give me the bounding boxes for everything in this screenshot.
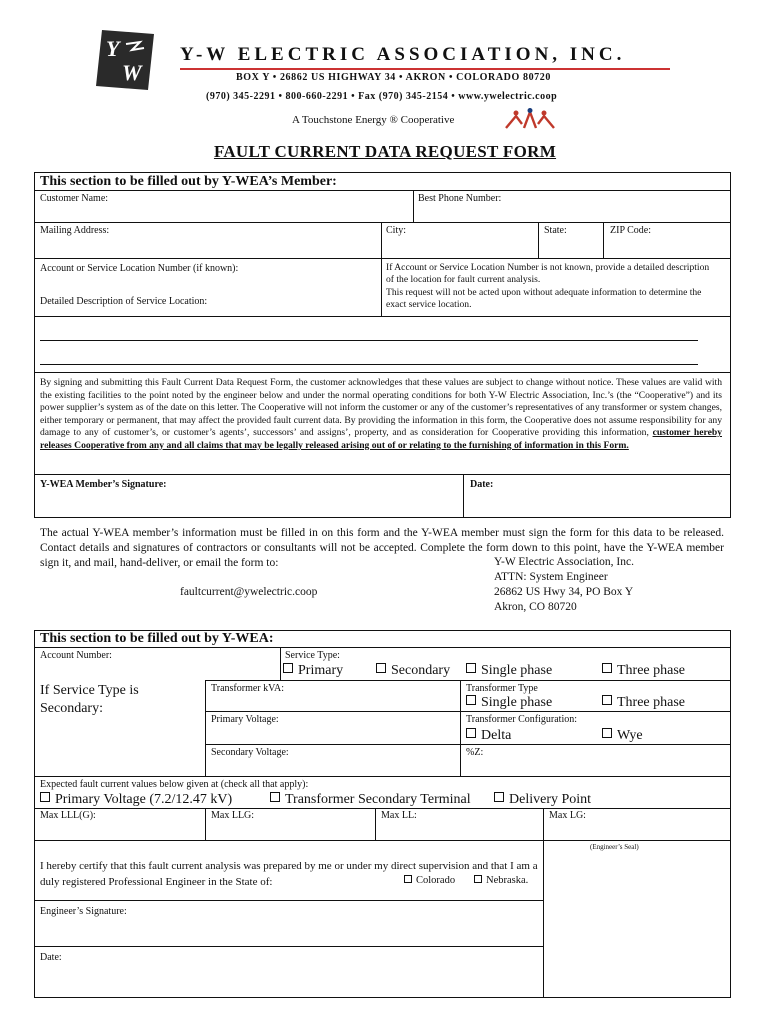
svg-text:W: W [122, 60, 142, 85]
colorado-checkbox[interactable]: Colorado [404, 875, 455, 886]
divider [34, 900, 543, 901]
mailing-address-field[interactable]: Mailing Address: [40, 225, 110, 236]
transformer-single-phase-checkbox[interactable]: Single phase [466, 695, 552, 711]
member-signature-field[interactable]: Y-WEA Member’s Signature: [40, 479, 167, 490]
touchstone-logo-icon [504, 108, 556, 130]
ywea-logo [96, 30, 158, 90]
primary-voltage-checkbox[interactable]: Primary Voltage (7.2/12.47 kV) [40, 792, 232, 808]
divider [543, 808, 544, 998]
divider [34, 840, 543, 841]
engineer-signature-field[interactable]: Engineer’s Signature: [40, 906, 127, 917]
single-phase-checkbox[interactable]: Single phase [466, 663, 552, 679]
zip-code-field[interactable]: ZIP Code: [610, 225, 652, 236]
divider [205, 711, 731, 712]
member-section [34, 172, 731, 518]
header-rule [180, 68, 670, 70]
secondary-checkbox[interactable]: Secondary [376, 663, 450, 679]
state-field[interactable]: State: [544, 225, 567, 236]
divider [34, 372, 731, 373]
divider [280, 647, 281, 680]
divider [381, 222, 382, 258]
org-name: Y-W ELECTRIC ASSOCIATION, INC. [180, 44, 626, 65]
svg-text:Y: Y [106, 36, 120, 61]
customer-name-field[interactable]: Customer Name: [40, 193, 109, 204]
certification-statement [40, 858, 540, 890]
disclaimer-paragraph [40, 377, 722, 453]
attn-line: Akron, CO 80720 [494, 601, 577, 613]
transformer-type-label: Transformer Type [466, 683, 538, 694]
max-lllg-field[interactable]: Max LLL(G): [40, 810, 96, 821]
org-phones: (970) 345-2291 • 800-660-2291 • Fax (970) 345-2154 • www.ywelectric.coop [206, 91, 558, 102]
max-ll-field[interactable]: Max LL: [381, 810, 417, 821]
divider [205, 808, 206, 840]
three-phase-checkbox[interactable]: Three phase [602, 663, 685, 679]
mailing-address-block [494, 570, 633, 615]
location-description-field[interactable]: Detailed Description of Service Location: [40, 296, 208, 307]
max-llg-field[interactable]: Max LLG: [211, 810, 255, 821]
description-line[interactable] [40, 340, 698, 341]
service-type-label: Service Type: [285, 650, 340, 661]
account-number-field[interactable]: Account Number: [40, 650, 112, 661]
attn-line: Y-W Electric Association, Inc. [494, 556, 634, 568]
divider [381, 258, 382, 316]
divider [34, 474, 731, 475]
divider [34, 258, 731, 259]
divider [413, 190, 414, 222]
engineer-date-field[interactable]: Date: [40, 952, 62, 963]
org-address: BOX Y • 26862 US HIGHWAY 34 • AKRON • COLORADO 80720 [236, 72, 551, 83]
certification-text: I hereby certify that this fault current analysis was prepared by me or under my direct supervision and that I am a duly registered Professional Engineer in the State of: [40, 860, 538, 888]
form-title: FAULT CURRENT DATA REQUEST FORM [213, 142, 557, 161]
divider [34, 222, 731, 223]
transformer-config-label: Transformer Configuration: [466, 714, 578, 725]
divider [34, 316, 731, 317]
member-section-heading: This section to be filled out by Y-WEA’s Member: [40, 174, 337, 189]
disclaimer-text: By signing and submitting this Fault Current Data Request Form, the customer acknowledges that these values are subject to change without notice. These values are valid with the existing facilities to the point noted by the engineer below and under the normal operating conditions for both Y-W Electric Association, Inc.’s (the “Cooperative”) and its power supplier’s system as of the date on this letter. The Cooperative will not inform the customer or any of the customer’s representatives of any transformer or system changes, either temporary or permanent, that may affect the provided fault current data. By providing the information in this form, the Cooperative does not assume responsibility for any damage to any of customer’s, or customer’s agents’, successors’ and assigns’, property, and as consideration for Cooperative providing this information, [40, 377, 722, 439]
release-clause: customer hereby releases Cooperative from any and all claims that may be legally released arising out of or relating to the furnishing of information in this Form. [40, 427, 722, 451]
divider [463, 474, 464, 518]
transformer-kva-field[interactable]: Transformer kVA: [211, 683, 285, 694]
member-date-field[interactable]: Date: [470, 479, 494, 490]
engineers-seal-label: (Engineer’s Seal) [590, 843, 639, 851]
expected-values-label: Expected fault current values below given at (check all that apply): [40, 779, 309, 790]
account-number-field[interactable]: Account or Service Location Number (if known): [40, 263, 239, 274]
delivery-point-checkbox[interactable]: Delivery Point [494, 792, 591, 808]
divider [34, 647, 731, 648]
transformer-secondary-terminal-checkbox[interactable]: Transformer Secondary Terminal [270, 792, 471, 808]
nebraska-checkbox[interactable]: Nebraska. [474, 875, 528, 886]
divider [538, 222, 539, 258]
delta-checkbox[interactable]: Delta [466, 728, 511, 744]
divider [34, 808, 731, 809]
max-lg-field[interactable]: Max LG: [549, 810, 586, 821]
divider [34, 946, 543, 947]
city-field[interactable]: City: [386, 225, 407, 236]
email-link[interactable]: faultcurrent@ywelectric.coop [180, 586, 318, 598]
primary-voltage-field[interactable]: Primary Voltage: [211, 714, 279, 725]
divider [543, 840, 731, 841]
account-note [386, 262, 716, 312]
account-note-text: This request will not be acted upon without adequate information to determine the exact service location. [386, 286, 702, 311]
touchstone-tagline: A Touchstone Energy ® Cooperative [292, 114, 455, 126]
primary-checkbox[interactable]: Primary [283, 663, 343, 679]
attn-line: 26862 US Hwy 34, PO Box Y [494, 586, 634, 598]
percent-z-field[interactable]: %Z: [466, 747, 484, 758]
account-note-text: If Account or Service Location Number is not known, provide a detailed description of the location for fault current analysis. [386, 262, 710, 286]
divider [34, 190, 731, 191]
divider [603, 222, 604, 258]
transformer-three-phase-checkbox[interactable]: Three phase [602, 695, 685, 711]
if-secondary-label: If Service Type is Secondary: [40, 683, 139, 716]
divider [205, 680, 731, 681]
ywea-section-heading: This section to be filled out by Y-WEA: [40, 631, 274, 646]
divider [375, 808, 376, 840]
secondary-voltage-field[interactable]: Secondary Voltage: [211, 747, 289, 758]
best-phone-field[interactable]: Best Phone Number: [418, 193, 502, 204]
divider [205, 744, 731, 745]
wye-checkbox[interactable]: Wye [602, 728, 643, 744]
divider [34, 776, 731, 777]
divider [205, 680, 206, 776]
attn-line: ATTN: System Engineer [494, 571, 608, 583]
description-line[interactable] [40, 364, 698, 365]
divider [460, 680, 461, 776]
instructions-text: The actual Y-WEA member’s information must be filled in on this form and the Y-WEA member must sign the form for this data to be released. Contact details and signatures of contractors or consultants will not be accepted. Complete the form down to this point, have the Y-WEA member sign it, and mail, hand-deliver, or email the form to: [40, 527, 724, 569]
